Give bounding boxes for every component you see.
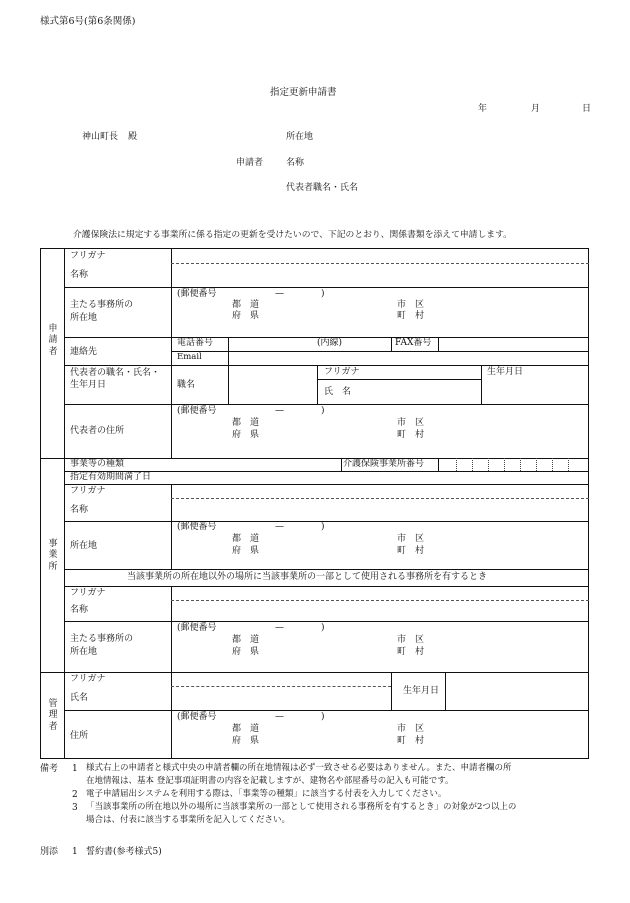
insurance-number-label: 介護保険事業所番号 [343,459,425,469]
rep-fuken-label: 府 県 [232,430,260,440]
business-machimura-label: 町 村 [397,546,425,556]
business-shiku-label: 市 区 [397,534,425,544]
branch-machimura-label: 町 村 [397,647,425,657]
business-fuken-label: 府 県 [232,546,260,556]
rep-shiku-label: 市 区 [397,418,425,428]
applicant-main-office-location-label: 所在地 [70,313,98,323]
rep-birthdate-label: 生年月日 [70,380,107,390]
branch-postal-dash: — [275,623,284,633]
note-1-number: 1 [72,764,78,774]
section-label-business: 事業所 [48,539,58,572]
rep-address-label: 代表者の住所 [70,426,125,436]
notes-label: 備考 [40,764,59,774]
applicant-machimura-label: 町 村 [397,311,425,321]
business-todou-label: 都 道 [232,534,260,544]
attachment-number: 1 [72,847,78,857]
rep-furigana-label: フリガナ [324,367,360,377]
applicant-postal-dash: — [275,289,284,299]
applicant-furigana-label: フリガナ [70,251,106,261]
business-postal-close: ) [321,522,325,532]
business-postal-dash: — [275,522,284,532]
note-2: 電子申請届出システムを利用する際は、「事業等の種類」に該当する付表を入力してください。 [86,789,447,799]
attachment-item: 誓約書(参考様式5) [86,847,162,857]
applicant-label: 申請者 [236,158,264,168]
phone-label: 電話番号 [177,338,214,348]
rep-position-label: 職名 [177,380,196,390]
business-location-label: 所在地 [70,541,98,551]
applicant-postal-close: ) [321,289,325,299]
applicant-fuken-label: 府 県 [232,311,260,321]
applicant-address-label: 所在地 [286,132,314,142]
branch-main-office-label: 主たる事務所の [70,634,134,644]
other-place-note: 当該事業所の所在地以外の場所に当該事業所の一部として使用される事務所を有するとき [127,572,488,582]
manager-furigana-label: フリガナ [70,674,106,684]
manager-fuken-label: 府 県 [232,736,260,746]
manager-address-label: 住所 [70,731,89,741]
rep-shimei-label: 氏 名 [324,387,352,397]
rep-todou-label: 都 道 [232,418,260,428]
branch-postal-close: ) [321,623,325,633]
applicant-name-label: 名称 [286,158,305,168]
rep-postal-close: ) [321,406,325,416]
applicant-postal-label: (郵便番号 [177,289,217,299]
branch-postal-label: (郵便番号 [177,623,217,633]
branch-todou-label: 都 道 [232,635,260,645]
date-day-label: 日 [582,104,592,114]
date-year-label: 年 [478,104,488,114]
rep-machimura-label: 町 村 [397,430,425,440]
attachment-label: 別添 [40,847,59,857]
addressee-honorific: 殿 [128,132,138,142]
applicant-shiku-label: 市 区 [397,300,425,310]
fax-label: FAX番号 [395,338,432,348]
contact-label: 連絡先 [70,347,98,357]
applicant-todou-label: 都 道 [232,300,260,310]
email-label: Email [177,352,202,362]
rep-birth-date-header: 生年月日 [487,367,524,377]
expiry-date-label: 指定有効期間満了日 [70,472,152,482]
note-1-line-1: 様式右上の申請者と様式中央の申請者欄の所在地情報は必ず一致させる必要はありません。また、申請者欄の所 [86,763,512,773]
representative-label: 代表者職名・氏名 [286,183,359,193]
manager-birthdate-label: 生年月日 [403,686,440,696]
business-postal-label: (郵便番号 [177,522,217,532]
branch-name-label: 名称 [70,605,89,615]
addressee: 神山町長 [82,132,119,142]
business-name-label: 名称 [70,505,89,515]
branch-main-office-location-label: 所在地 [70,647,98,657]
note-3-number: 3 [72,803,78,813]
business-type-label: 事業等の種類 [70,459,125,469]
section-label-applicant: 申請者 [48,324,58,357]
rep-title-name-label: 代表者の職名・氏名・ [70,368,161,378]
rep-postal-dash: — [275,406,284,416]
rep-postal-label: (郵便番号 [177,406,217,416]
manager-postal-label: (郵便番号 [177,712,217,722]
note-3-line-2: 場合は、付表に該当する事業所を記入してください。 [86,815,291,825]
note-2-number: 2 [72,790,78,800]
manager-name-label: 氏名 [70,693,89,703]
manager-postal-dash: — [275,712,284,722]
manager-postal-close: ) [321,712,325,722]
section-label-manager: 管理者 [48,699,58,732]
note-1-line-2: 在地情報は、基本 登記事項証明書の内容を記載しますが、建物名や部屋番号の記入も可能です。 [86,776,454,786]
manager-machimura-label: 町 村 [397,736,425,746]
business-furigana-label: フリガナ [70,486,106,496]
branch-fuken-label: 府 県 [232,647,260,657]
branch-shiku-label: 市 区 [397,635,425,645]
applicant-name-row-label: 名称 [70,270,89,280]
manager-todou-label: 都 道 [232,724,260,734]
application-statement: 介護保険法に規定する事業所に係る指定の更新を受けたいので、下記のとおり、関係書類を添えて申請します。 [73,230,512,240]
extension-label: (内線) [317,338,343,348]
date-month-label: 月 [531,104,541,114]
note-3-line-1: 「当該事業所の所在地以外の場所に当該事業所の一部として使用される事務所を有するとき」の対象が2つ以上の [86,802,517,812]
form-number: 様式第6号(第6条関係) [40,16,136,27]
application-form-table [40,248,589,759]
page-title: 指定更新申請書 [270,87,337,98]
manager-shiku-label: 市 区 [397,724,425,734]
applicant-main-office-label: 主たる事務所の [70,300,134,310]
branch-furigana-label: フリガナ [70,588,106,598]
